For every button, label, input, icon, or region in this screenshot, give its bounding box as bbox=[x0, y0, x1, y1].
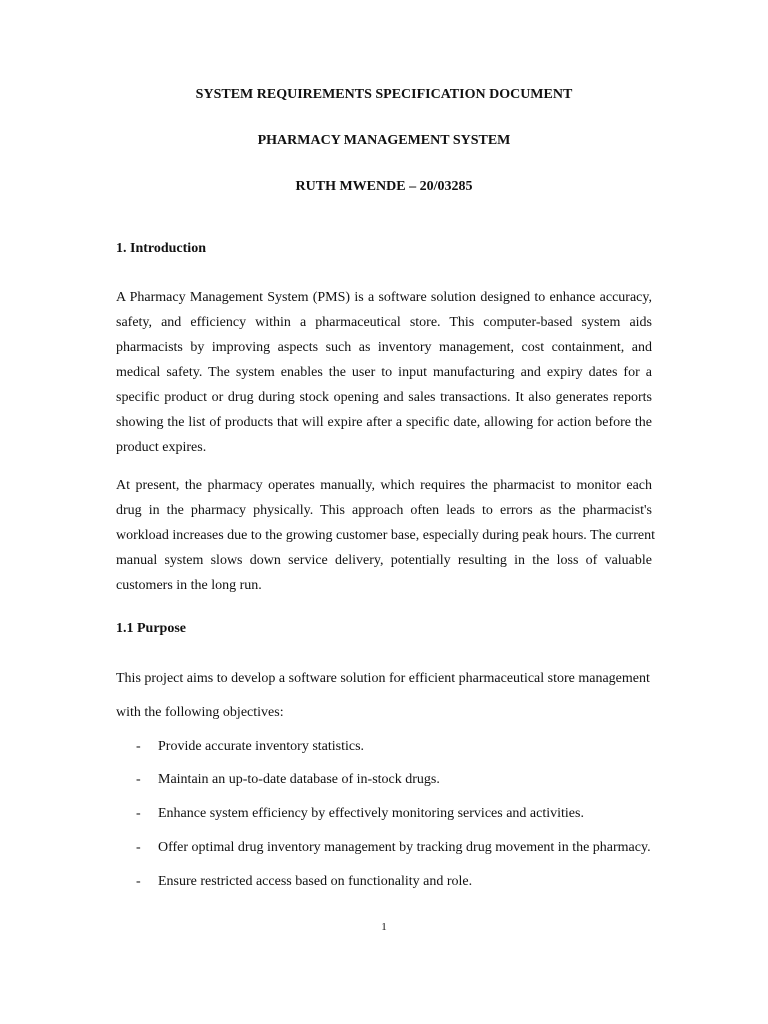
objective-text: Ensure restricted access based on functionality and role. bbox=[158, 874, 473, 889]
introduction-paragraph-2 bbox=[116, 473, 655, 598]
paragraph-line: pharmacists by improving aspects such as inventory management, cost containment, and bbox=[116, 340, 652, 355]
paragraph-line: specific product or drug during stock opening and sales transactions. It also generates reports bbox=[116, 390, 652, 405]
paragraph-line: drug in the pharmacy physically. This approach often leads to errors as the pharmacist's bbox=[116, 503, 652, 518]
purpose-intro-line-1: This project aims to develop a software solution for efficient pharmaceutical store management bbox=[116, 671, 650, 686]
objective-text: Provide accurate inventory statistics. bbox=[158, 739, 365, 754]
paragraph-line: At present, the pharmacy operates manually, which requires the pharmacist to monitor each bbox=[116, 478, 652, 493]
paragraph-line: customers in the long run. bbox=[116, 578, 262, 593]
paragraph-line: safety, and efficiency within a pharmaceutical store. This computer-based system aids bbox=[116, 315, 652, 330]
section-heading-introduction: 1. Introduction bbox=[116, 241, 206, 256]
bullet-dash: - bbox=[136, 874, 141, 889]
bullet-dash: - bbox=[136, 840, 141, 855]
purpose-intro-line-2: with the following objectives: bbox=[116, 705, 284, 720]
objective-text: Enhance system efficiency by effectively monitoring services and activities. bbox=[158, 806, 584, 821]
objective-text: Maintain an up-to-date database of in-stock drugs. bbox=[158, 772, 440, 787]
bullet-dash: - bbox=[136, 806, 141, 821]
bullet-dash: - bbox=[136, 772, 141, 787]
introduction-paragraph-1 bbox=[116, 285, 652, 460]
paragraph-line: showing the list of products that will expire after a specific date, allowing for action before the bbox=[116, 415, 652, 430]
objective-text: Offer optimal drug inventory management by tracking drug movement in the pharmacy. bbox=[158, 840, 651, 855]
document-subtitle: PHARMACY MANAGEMENT SYSTEM bbox=[257, 133, 511, 148]
bullet-dash: - bbox=[136, 739, 141, 754]
author-line: RUTH MWENDE – 20/03285 bbox=[295, 179, 473, 194]
paragraph-line: workload increases due to the growing customer base, especially during peak hours. The current bbox=[116, 528, 655, 543]
paragraph-line: product expires. bbox=[116, 440, 207, 455]
paragraph-line: manual system slows down service delivery, potentially resulting in the loss of valuable bbox=[116, 553, 652, 568]
page-number: 1 bbox=[381, 921, 387, 933]
paragraph-line: medical safety. The system enables the user to input manufacturing and expiry dates for a bbox=[116, 365, 652, 380]
section-heading-purpose: 1.1 Purpose bbox=[116, 621, 186, 636]
document-title: SYSTEM REQUIREMENTS SPECIFICATION DOCUMENT bbox=[195, 87, 573, 102]
paragraph-line: A Pharmacy Management System (PMS) is a software solution designed to enhance accuracy, bbox=[116, 290, 652, 305]
